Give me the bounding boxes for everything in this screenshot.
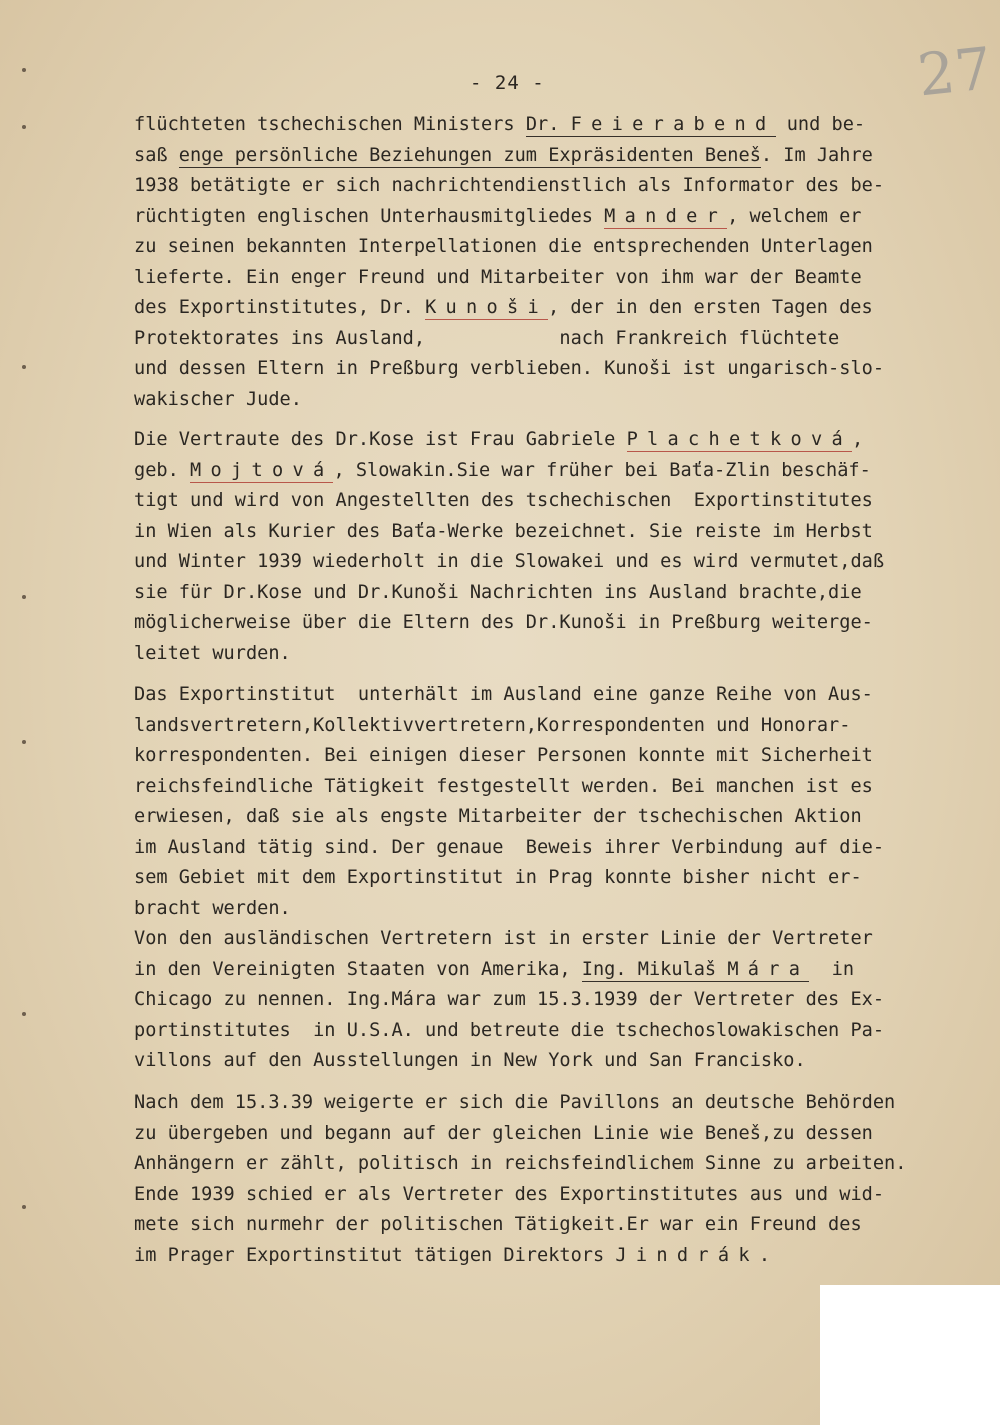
text-segment: zu übergeben und begann auf der gleichen Linie wie Beneš,zu dessen xyxy=(134,1122,873,1144)
text-segment: rüchtigten englischen Unterhausmitgliedes xyxy=(134,205,605,227)
text-line xyxy=(134,456,974,487)
text-line xyxy=(134,711,974,742)
text-line xyxy=(134,833,974,864)
text-line xyxy=(134,1119,974,1150)
text-line xyxy=(134,924,974,955)
text-line xyxy=(134,425,974,456)
text-line xyxy=(134,517,974,548)
text-segment: bracht werden. xyxy=(134,897,291,919)
text-segment: . xyxy=(758,1244,771,1266)
text-segment: im Ausland tätig sind. Der genaue Beweis ihrer Verbindung auf die- xyxy=(134,836,885,858)
text-segment: geb. xyxy=(134,459,190,481)
text-line xyxy=(134,385,974,416)
underlined-text: Kunoši xyxy=(425,297,549,318)
paragraph xyxy=(134,1088,974,1271)
text-line xyxy=(134,141,974,172)
text-line xyxy=(134,1016,974,1047)
text-line xyxy=(134,324,974,355)
text-line xyxy=(134,354,974,385)
text-segment: landsvertretern,Kollektivvertretern,Korrespondenten und Honorar- xyxy=(134,714,851,736)
underlined-text: enge persönliche Beziehungen zum Expräsidenten Beneš xyxy=(178,144,761,166)
text-segment: Chicago zu nennen. Ing.Mára war zum 15.3.1939 der Vertreter des Ex- xyxy=(134,989,885,1010)
text-segment: Von den ausländischen Vertretern ist in erster Linie der Vertreter xyxy=(134,928,873,949)
text-line xyxy=(134,955,974,986)
underlined-text: Feierabend xyxy=(570,114,776,135)
page-number: - 24 - xyxy=(470,72,545,94)
text-line xyxy=(134,232,974,263)
text-line xyxy=(134,1149,974,1180)
text-segment: Protektorates ins Ausland, nach Frankreich flüchtete xyxy=(134,327,840,349)
text-line xyxy=(134,263,974,294)
text-segment: , xyxy=(852,429,864,450)
text-line xyxy=(134,547,974,578)
text-line xyxy=(134,863,974,894)
text-segment: zu seinen bekannten Interpellationen die entsprechenden Unterlagen xyxy=(134,236,873,257)
text-segment: und be- xyxy=(775,114,866,135)
text-line xyxy=(134,1241,974,1272)
paragraph xyxy=(134,425,974,669)
text-line xyxy=(134,293,974,324)
punch-hole xyxy=(22,1205,26,1209)
punch-hole xyxy=(22,1012,26,1016)
punch-hole xyxy=(22,595,26,599)
text-segment: , Slowakin.Sie war früher bei Baťa-Zlin beschäf- xyxy=(333,459,871,481)
underlined-text: Mander xyxy=(604,205,728,227)
punch-hole xyxy=(22,125,26,129)
text-segment: in Wien als Kurier des Baťa-Werke bezeichnet. Sie reiste im Herbst xyxy=(134,520,873,542)
text-segment: tigt und wird von Angestellten des tschechischen Exportinstitutes xyxy=(134,490,873,511)
text-segment: sem Gebiet mit dem Exportinstitut in Prag konnte bisher nicht er- xyxy=(134,867,862,888)
text-line xyxy=(134,1046,974,1077)
punch-hole xyxy=(22,740,26,744)
text-segment: leitet wurden. xyxy=(134,642,291,664)
underlined-text: Ing. Mikulaš xyxy=(581,958,728,980)
text-line xyxy=(134,110,974,141)
text-line xyxy=(134,741,974,772)
text-line xyxy=(134,802,974,833)
text-line xyxy=(134,202,974,233)
text-segment: Anhängern er zählt, politisch in reichsfeindlichem Sinne zu arbeiten. xyxy=(134,1153,907,1174)
text-segment: des Exportinstitutes, Dr. xyxy=(134,297,426,318)
text-segment: erwiesen, daß sie als engste Mitarbeiter der tschechischen Aktion xyxy=(134,806,862,827)
text-segment: reichsfeindliche Tätigkeit festgestellt werden. Bei manchen ist es xyxy=(134,775,873,797)
text-segment: Das Exportinstitut unterhält im Ausland eine ganze Reihe von Aus- xyxy=(134,684,873,705)
text-segment: in den Vereinigten Staaten von Amerika, xyxy=(134,958,582,980)
text-segment: Nach dem 15.3.39 weigerte er sich die Pavillons an deutsche Behörden xyxy=(134,1092,896,1113)
text-segment: Die Vertraute des Dr.Kose ist Frau Gabriele xyxy=(134,429,627,450)
text-segment: flüchteten tschechischen Ministers xyxy=(134,114,526,135)
underlined-text: Dr. xyxy=(525,114,571,135)
punch-hole xyxy=(22,68,26,72)
text-segment: Jindrák xyxy=(615,1244,759,1266)
text-line xyxy=(134,985,974,1016)
text-line xyxy=(134,639,974,670)
text-line xyxy=(134,578,974,609)
text-line xyxy=(134,1210,974,1241)
text-segment: . Im Jahre xyxy=(760,144,873,166)
text-line xyxy=(134,486,974,517)
text-line xyxy=(134,772,974,803)
text-segment: saß xyxy=(134,144,179,166)
text-segment: mete sich nurmehr der politischen Tätigkeit.Er war ein Freund des xyxy=(134,1214,862,1235)
text-segment: , der in den ersten Tagen des xyxy=(548,297,873,318)
text-segment: korrespondenten. Bei einigen dieser Personen konnte mit Sicherheit xyxy=(134,745,873,766)
text-segment: möglicherweise über die Eltern des Dr.Kunoši in Preßburg weiterge- xyxy=(134,612,873,633)
text-line xyxy=(134,1088,974,1119)
text-segment: portinstitutes in U.S.A. und betreute die tschechoslowakischen Pa- xyxy=(134,1019,885,1041)
paragraph xyxy=(134,680,974,1077)
text-segment: 1938 betätigte er sich nachrichtendienstlich als Informator des be- xyxy=(134,175,885,196)
underlined-text: Mojtová xyxy=(189,459,334,481)
text-segment: lieferte. Ein enger Freund und Mitarbeiter von ihm war der Beamte xyxy=(134,266,862,288)
text-segment: in xyxy=(809,958,855,980)
text-line xyxy=(134,608,974,639)
text-line xyxy=(134,894,974,925)
text-segment: Ende 1939 schied er als Vertreter des Exportinstitutes aus und wid- xyxy=(134,1183,885,1205)
text-segment: , welchem er xyxy=(727,205,862,227)
text-segment: wakischer Jude. xyxy=(134,388,302,410)
text-line xyxy=(134,171,974,202)
text-segment: und Winter 1939 wiederholt in die Slowakei und es wird vermutet,daß xyxy=(134,551,885,572)
text-segment: und dessen Eltern in Preßburg verblieben. Kunoši ist ungarisch-slo- xyxy=(134,358,885,379)
paragraph xyxy=(134,110,974,415)
text-line xyxy=(134,680,974,711)
folio-mark: 27 xyxy=(914,34,996,110)
punch-hole xyxy=(22,365,26,369)
text-segment: im Prager Exportinstitut tätigen Direktors xyxy=(134,1244,616,1266)
underlined-text: Plachetková xyxy=(626,429,853,450)
text-segment: sie für Dr.Kose und Dr.Kunoši Nachrichten ins Ausland brachte,die xyxy=(134,581,862,603)
text-line xyxy=(134,1180,974,1211)
text-segment: villons auf den Ausstellungen in New York und San Francisko. xyxy=(134,1050,806,1071)
blank-corner xyxy=(820,1285,1000,1425)
underlined-text: Mára xyxy=(727,958,810,980)
